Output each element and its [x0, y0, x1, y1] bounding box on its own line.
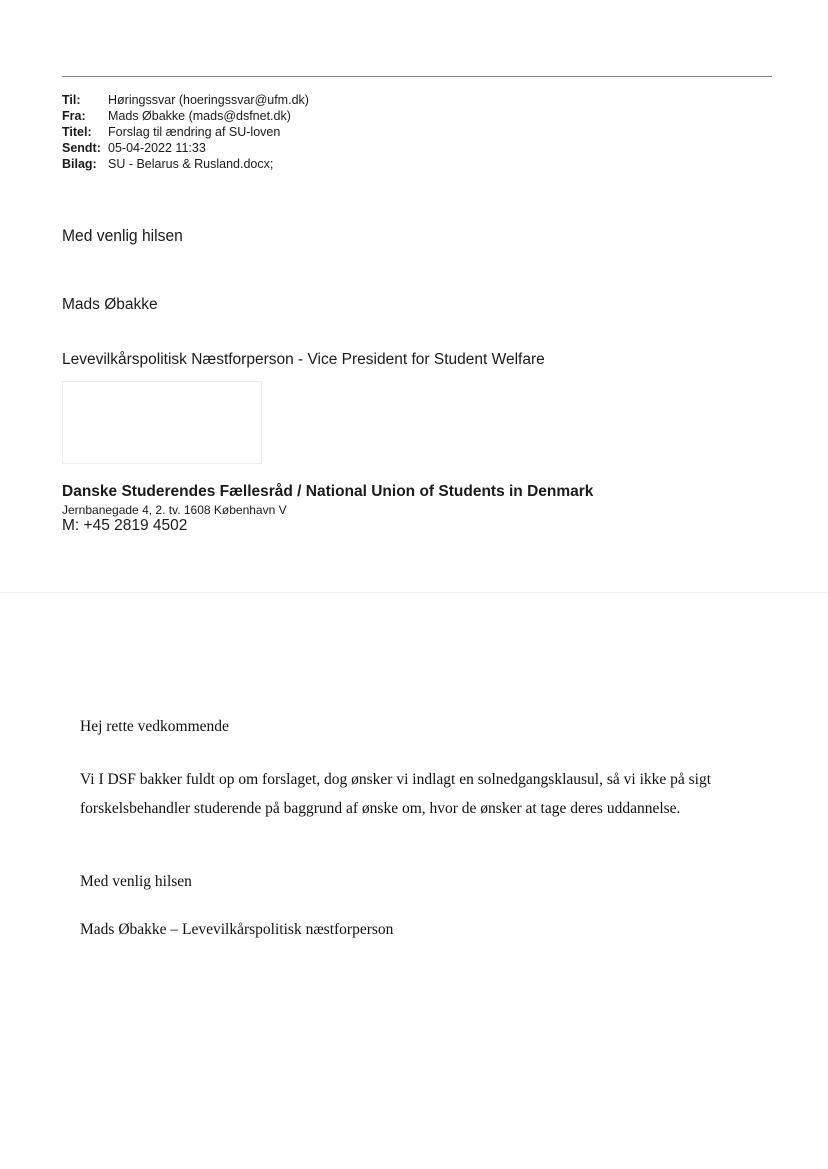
organization-address: Jernbanegade 4, 2. tv. 1608 København V — [62, 503, 287, 517]
section-divider — [0, 592, 828, 593]
sent-value: 05-04-2022 11:33 — [108, 141, 206, 155]
attachment-value: SU - Belarus & Rusland.docx; — [108, 157, 274, 171]
sent-row — [62, 140, 309, 156]
logo-placeholder — [62, 381, 262, 464]
from-label: Fra: — [62, 109, 86, 123]
organization-phone: M: +45 2819 4502 — [62, 517, 188, 534]
letter-paragraph: Vi I DSF bakker fuldt op om forslaget, dog ønsker vi indlagt en solnedgangsklausul, så vi ikke på sigt forskelsbehandler studerende på baggrund af ønske om, hvor de ønsker at tage deres uddannelse. — [80, 771, 712, 817]
subject-row — [62, 124, 309, 140]
email-header — [62, 92, 309, 172]
to-row — [62, 92, 309, 108]
letter-salutation: Hej rette vedkommende — [80, 718, 229, 735]
sent-label: Sendt: — [62, 141, 101, 155]
attachment-label: Bilag: — [62, 157, 97, 171]
to-label: Til: — [62, 93, 81, 107]
attachment-row — [62, 156, 309, 172]
from-row — [62, 108, 309, 124]
signature-title: Levevilkårspolitisk Næstforperson - Vice President for Student Welfare — [62, 351, 545, 368]
from-value: Mads Øbakke (mads@dsfnet.dk) — [108, 109, 291, 123]
letter-closing: Med venlig hilsen — [80, 873, 192, 890]
subject-value: Forslag til ændring af SU-loven — [108, 125, 281, 139]
signature-name: Mads Øbakke — [62, 296, 158, 313]
to-value: Høringssvar (hoeringssvar@ufm.dk) — [108, 93, 309, 107]
letter-signer: Mads Øbakke – Levevilkårspolitisk næstforperson — [80, 921, 394, 938]
organization-name: Danske Studerendes Fællesråd / National Union of Students in Denmark — [62, 483, 594, 500]
header-divider — [62, 76, 772, 77]
signature-greeting: Med venlig hilsen — [62, 226, 183, 245]
subject-label: Titel: — [62, 125, 92, 139]
